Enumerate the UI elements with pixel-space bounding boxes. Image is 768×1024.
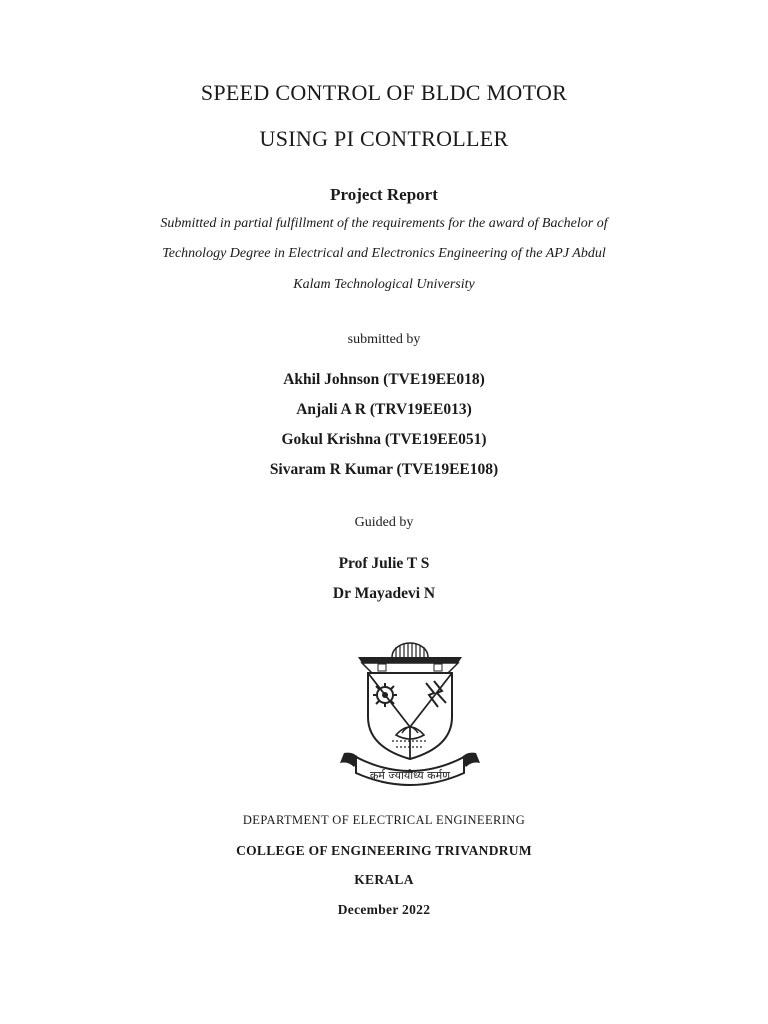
report-date: December 2022 (337, 902, 431, 917)
submission-note-line-2: Technology Degree in Electrical and Electronics Engineering of the APJ Abdul (162, 246, 606, 261)
guide-name: Prof Julie T S (338, 555, 430, 572)
submission-note-line-1: Submitted in partial fulfillment of the requirements for the award of Bachelor of (160, 216, 608, 231)
student-name: Gokul Krishna (TVE19EE051) (281, 431, 487, 448)
guide-name: Dr Mayadevi N (332, 585, 436, 602)
college-emblem-icon (330, 635, 490, 795)
guided-by-label: Guided by (354, 515, 414, 530)
submitted-by-label: submitted by (347, 332, 421, 347)
student-name: Akhil Johnson (TVE19EE018) (283, 371, 485, 388)
submission-note-line-3: Kalam Technological University (293, 277, 475, 292)
department: DEPARTMENT OF ELECTRICAL ENGINEERING (242, 813, 526, 827)
college-name: COLLEGE OF ENGINEERING TRIVANDRUM (236, 843, 532, 858)
title-line-1: SPEED CONTROL OF BLDC MOTOR (200, 80, 568, 105)
student-name: Anjali A R (TRV19EE013) (296, 401, 472, 418)
student-name: Sivaram R Kumar (TVE19EE108) (269, 461, 499, 478)
report-type: Project Report (330, 185, 438, 204)
emblem-motto: कर्म ज्यायोध्य कर्मण (369, 769, 451, 782)
title-line-2: USING PI CONTROLLER (259, 126, 509, 151)
state: KERALA (354, 872, 414, 887)
